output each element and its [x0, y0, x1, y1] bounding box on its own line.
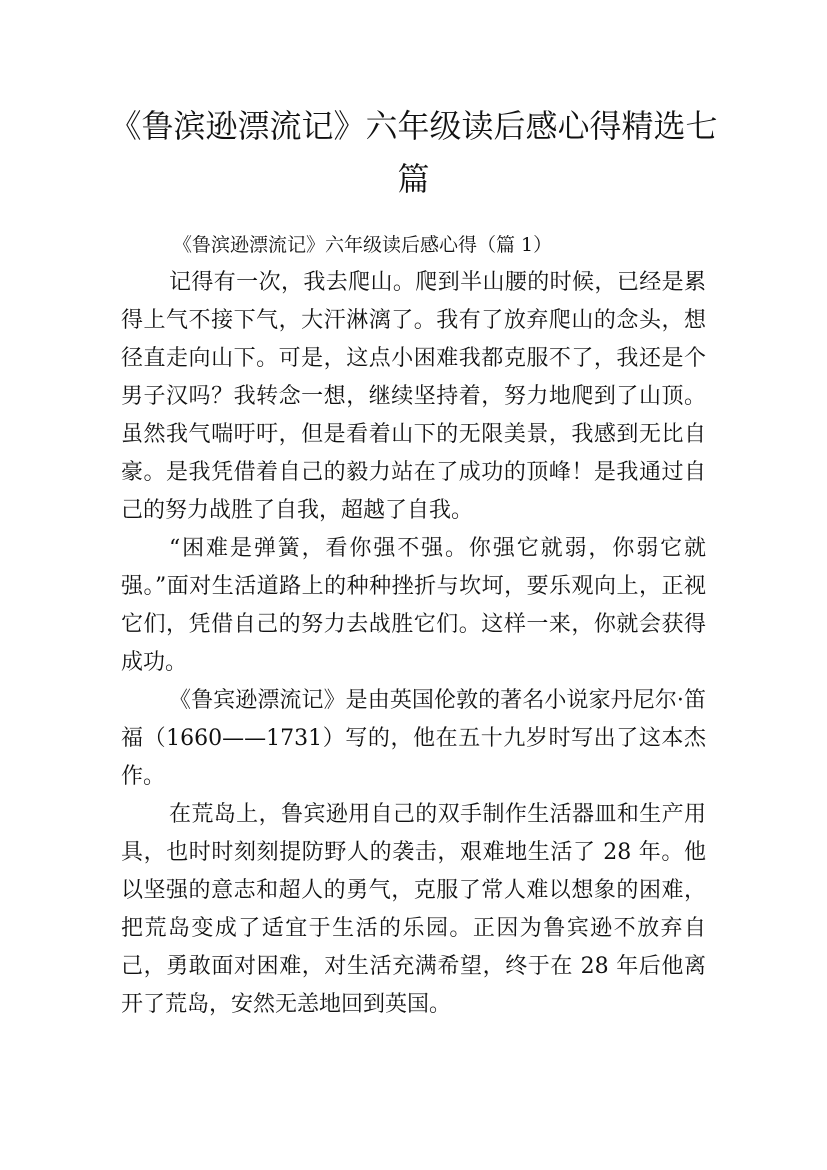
paragraph-2: “困难是弹簧，看你强不强。你强它就弱，你弱它就强。”面对生活道路上的种种挫折与坎坷，要乐观向上，正视它们，凭借自己的努力去战胜它们。这样一来，你就会获得成功。 [121, 536, 706, 675]
document-body [121, 226, 706, 1024]
document-title: 《鲁滨逊漂流记》六年级读后感心得精选七篇 [109, 107, 718, 198]
section-heading: 《鲁滨逊漂流记》六年级读后感心得（篇 1） [173, 234, 553, 256]
paragraph-1: 记得有一次，我去爬山。爬到半山腰的时候，已经是累得上气不接下气，大汗淋漓了。我有了放弃爬山的念头，想径直走向山下。可是，这点小困难我都克服不了，我还是个男子汉吗？我转念一想，继续坚持着，努力地爬到了山顶。虽然我气喘吁吁，但是看着山下的无限美景，我感到无比自豪。是我凭借着自己的毅力站在了成功的顶峰！是我通过自己的努力战胜了自我，超越了自我。 [121, 270, 706, 523]
paragraph-3: 《鲁宾逊漂流记》是由英国伦敦的著名小说家丹尼尔·笛福（1660——1731）写的，他在五十九岁时写出了这本杰作。 [121, 688, 706, 789]
paragraph-4: 在荒岛上，鲁宾逊用自己的双手制作生活器皿和生产用具，也时时刻刻提防野人的袭击，艰难地生活了 28 年。他以坚强的意志和超人的勇气，克服了常人难以想象的困难，把荒岛变成了适宜于生活的乐园。正因为鲁宾逊不放弃自己，勇敢面对困难，对生活充满希望，终于在 28 年后他离开了荒岛，安然无恙地回到英国。 [121, 802, 706, 1017]
